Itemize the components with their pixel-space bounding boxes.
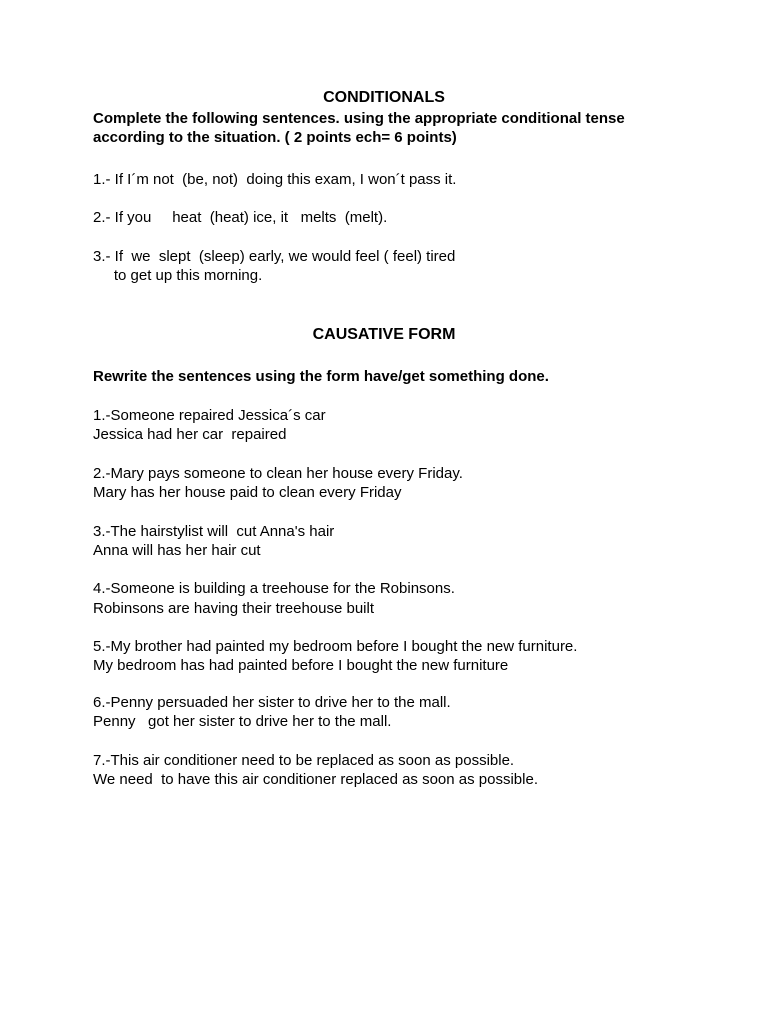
causative-item-1-answer: Jessica had her car repaired — [93, 426, 287, 443]
conditionals-item-2: 2.- If you heat (heat) ice, it melts (melt). — [93, 209, 388, 226]
causative-item-4-answer: Robinsons are having their treehouse built — [93, 600, 375, 617]
causative-item-7-answer: We need to have this air conditioner replaced as soon as possible. — [93, 771, 538, 788]
conditionals-instruction-line2: according to the situation. ( 2 points ech= 6 points) — [93, 129, 457, 146]
causative-heading: CAUSATIVE FORM — [312, 326, 456, 343]
conditionals-item-1: 1.- If I´m not (be, not) doing this exam, I won´t pass it. — [93, 171, 457, 188]
causative-item-5-prompt: 5.-My brother had painted my bedroom before I bought the new furniture. — [93, 638, 578, 655]
conditionals-item-3-continuation: to get up this morning. — [93, 267, 263, 284]
causative-item-3-answer: Anna will has her hair cut — [93, 542, 261, 559]
causative-item-1-prompt: 1.-Someone repaired Jessica´s car — [93, 407, 326, 424]
causative-instruction: Rewrite the sentences using the form have/get something done. — [93, 368, 549, 385]
conditionals-instruction-line1: Complete the following sentences. using the appropriate conditional tense — [93, 110, 625, 127]
causative-item-4-prompt: 4.-Someone is building a treehouse for the Robinsons. — [93, 580, 455, 597]
conditionals-heading: CONDITIONALS — [323, 89, 445, 106]
causative-item-6-answer: Penny got her sister to drive her to the mall. — [93, 713, 392, 730]
causative-item-2-answer: Mary has her house paid to clean every Friday — [93, 484, 402, 501]
causative-item-5-answer: My bedroom has had painted before I bought the new furniture — [93, 657, 509, 674]
causative-item-2-prompt: 2.-Mary pays someone to clean her house every Friday. — [93, 465, 463, 482]
causative-item-3-prompt: 3.-The hairstylist will cut Anna's hair — [93, 523, 335, 540]
causative-item-7-prompt: 7.-This air conditioner need to be replaced as soon as possible. — [93, 752, 515, 769]
causative-item-6-prompt: 6.-Penny persuaded her sister to drive her to the mall. — [93, 694, 451, 711]
conditionals-item-3: 3.- If we slept (sleep) early, we would feel ( feel) tired — [93, 248, 456, 265]
